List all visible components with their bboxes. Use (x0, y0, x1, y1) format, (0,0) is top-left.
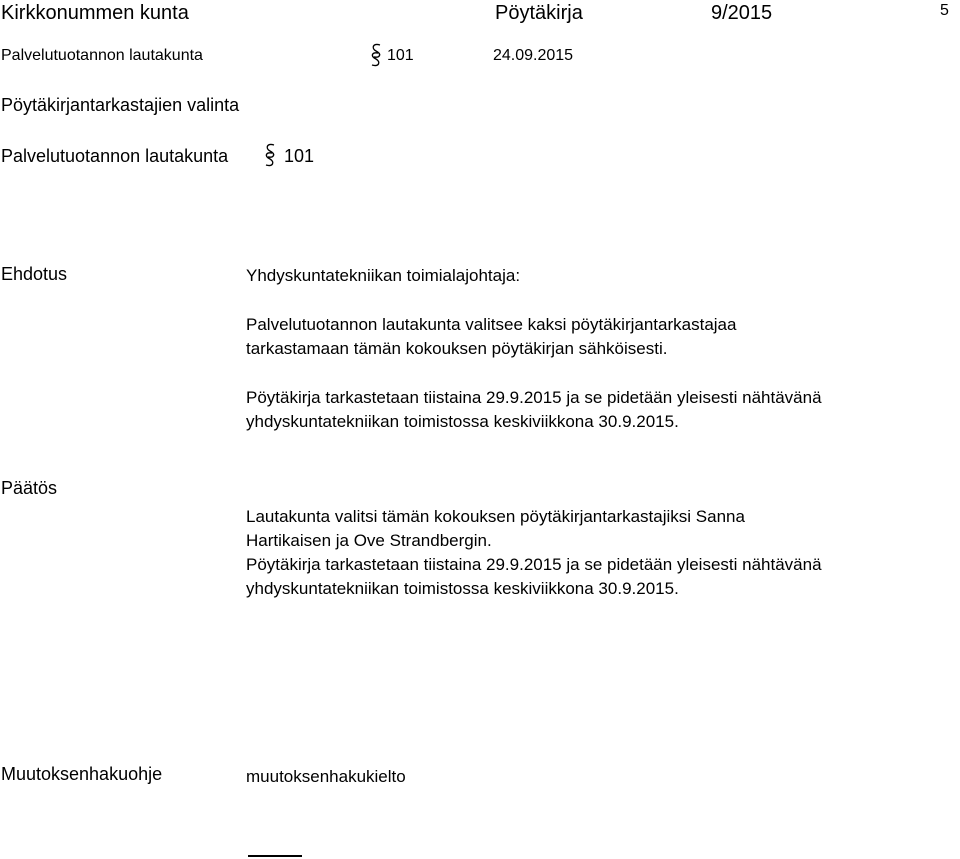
text-line: Lautakunta valitsi tämän kokouksen pöytäkirjantarkastajiksi Sanna (246, 507, 745, 526)
proposal-label: Ehdotus (1, 264, 68, 284)
document-number: 9/2015 (711, 2, 773, 24)
appeal-value: muutoksenhakukielto (246, 767, 406, 786)
proposal-paragraph-2 (246, 386, 822, 434)
decision-label: Päätös (1, 478, 58, 498)
text-line: Pöytäkirja tarkastetaan tiistaina 29.9.2015 ja se pidetään yleisesti nähtävänä (246, 555, 822, 574)
decision-text (246, 505, 822, 601)
title-section-mark-icon (261, 141, 279, 169)
meeting-date: 24.09.2015 (493, 47, 574, 64)
proposer: Yhdyskuntatekniikan toimialajohtaja: (246, 266, 521, 285)
title-board-name: Palvelutuotannon lautakunta (1, 146, 229, 166)
text-line: tarkastamaan tämän kokouksen pöytäkirjan sähköisesti. (246, 339, 668, 358)
header-section-number: 101 (387, 47, 414, 64)
page-title: Pöytäkirjantarkastajien valinta (1, 95, 240, 115)
bottom-rule (248, 855, 302, 857)
section-mark-icon (367, 41, 385, 69)
proposal-paragraph-1 (246, 313, 736, 361)
text-line: Palvelutuotannon lautakunta valitsee kaksi pöytäkirjantarkastajaa (246, 315, 737, 334)
municipality-name: Kirkkonummen kunta (1, 2, 189, 24)
text-line: yhdyskuntatekniikan toimistossa keskiviikkona 30.9.2015. (246, 412, 679, 431)
text-line: Hartikaisen ja Ove Strandbergin. (246, 531, 492, 550)
page-number: 5 (940, 2, 949, 19)
text-line: yhdyskuntatekniikan toimistossa keskiviikkona 30.9.2015. (246, 579, 679, 598)
document-type: Pöytäkirja (495, 2, 583, 24)
text-line: Pöytäkirja tarkastetaan tiistaina 29.9.2015 ja se pidetään yleisesti nähtävänä (246, 388, 822, 407)
board-name: Palvelutuotannon lautakunta (1, 47, 203, 64)
appeal-label: Muutoksenhakuohje (1, 764, 163, 784)
title-section-number: 101 (284, 146, 315, 166)
